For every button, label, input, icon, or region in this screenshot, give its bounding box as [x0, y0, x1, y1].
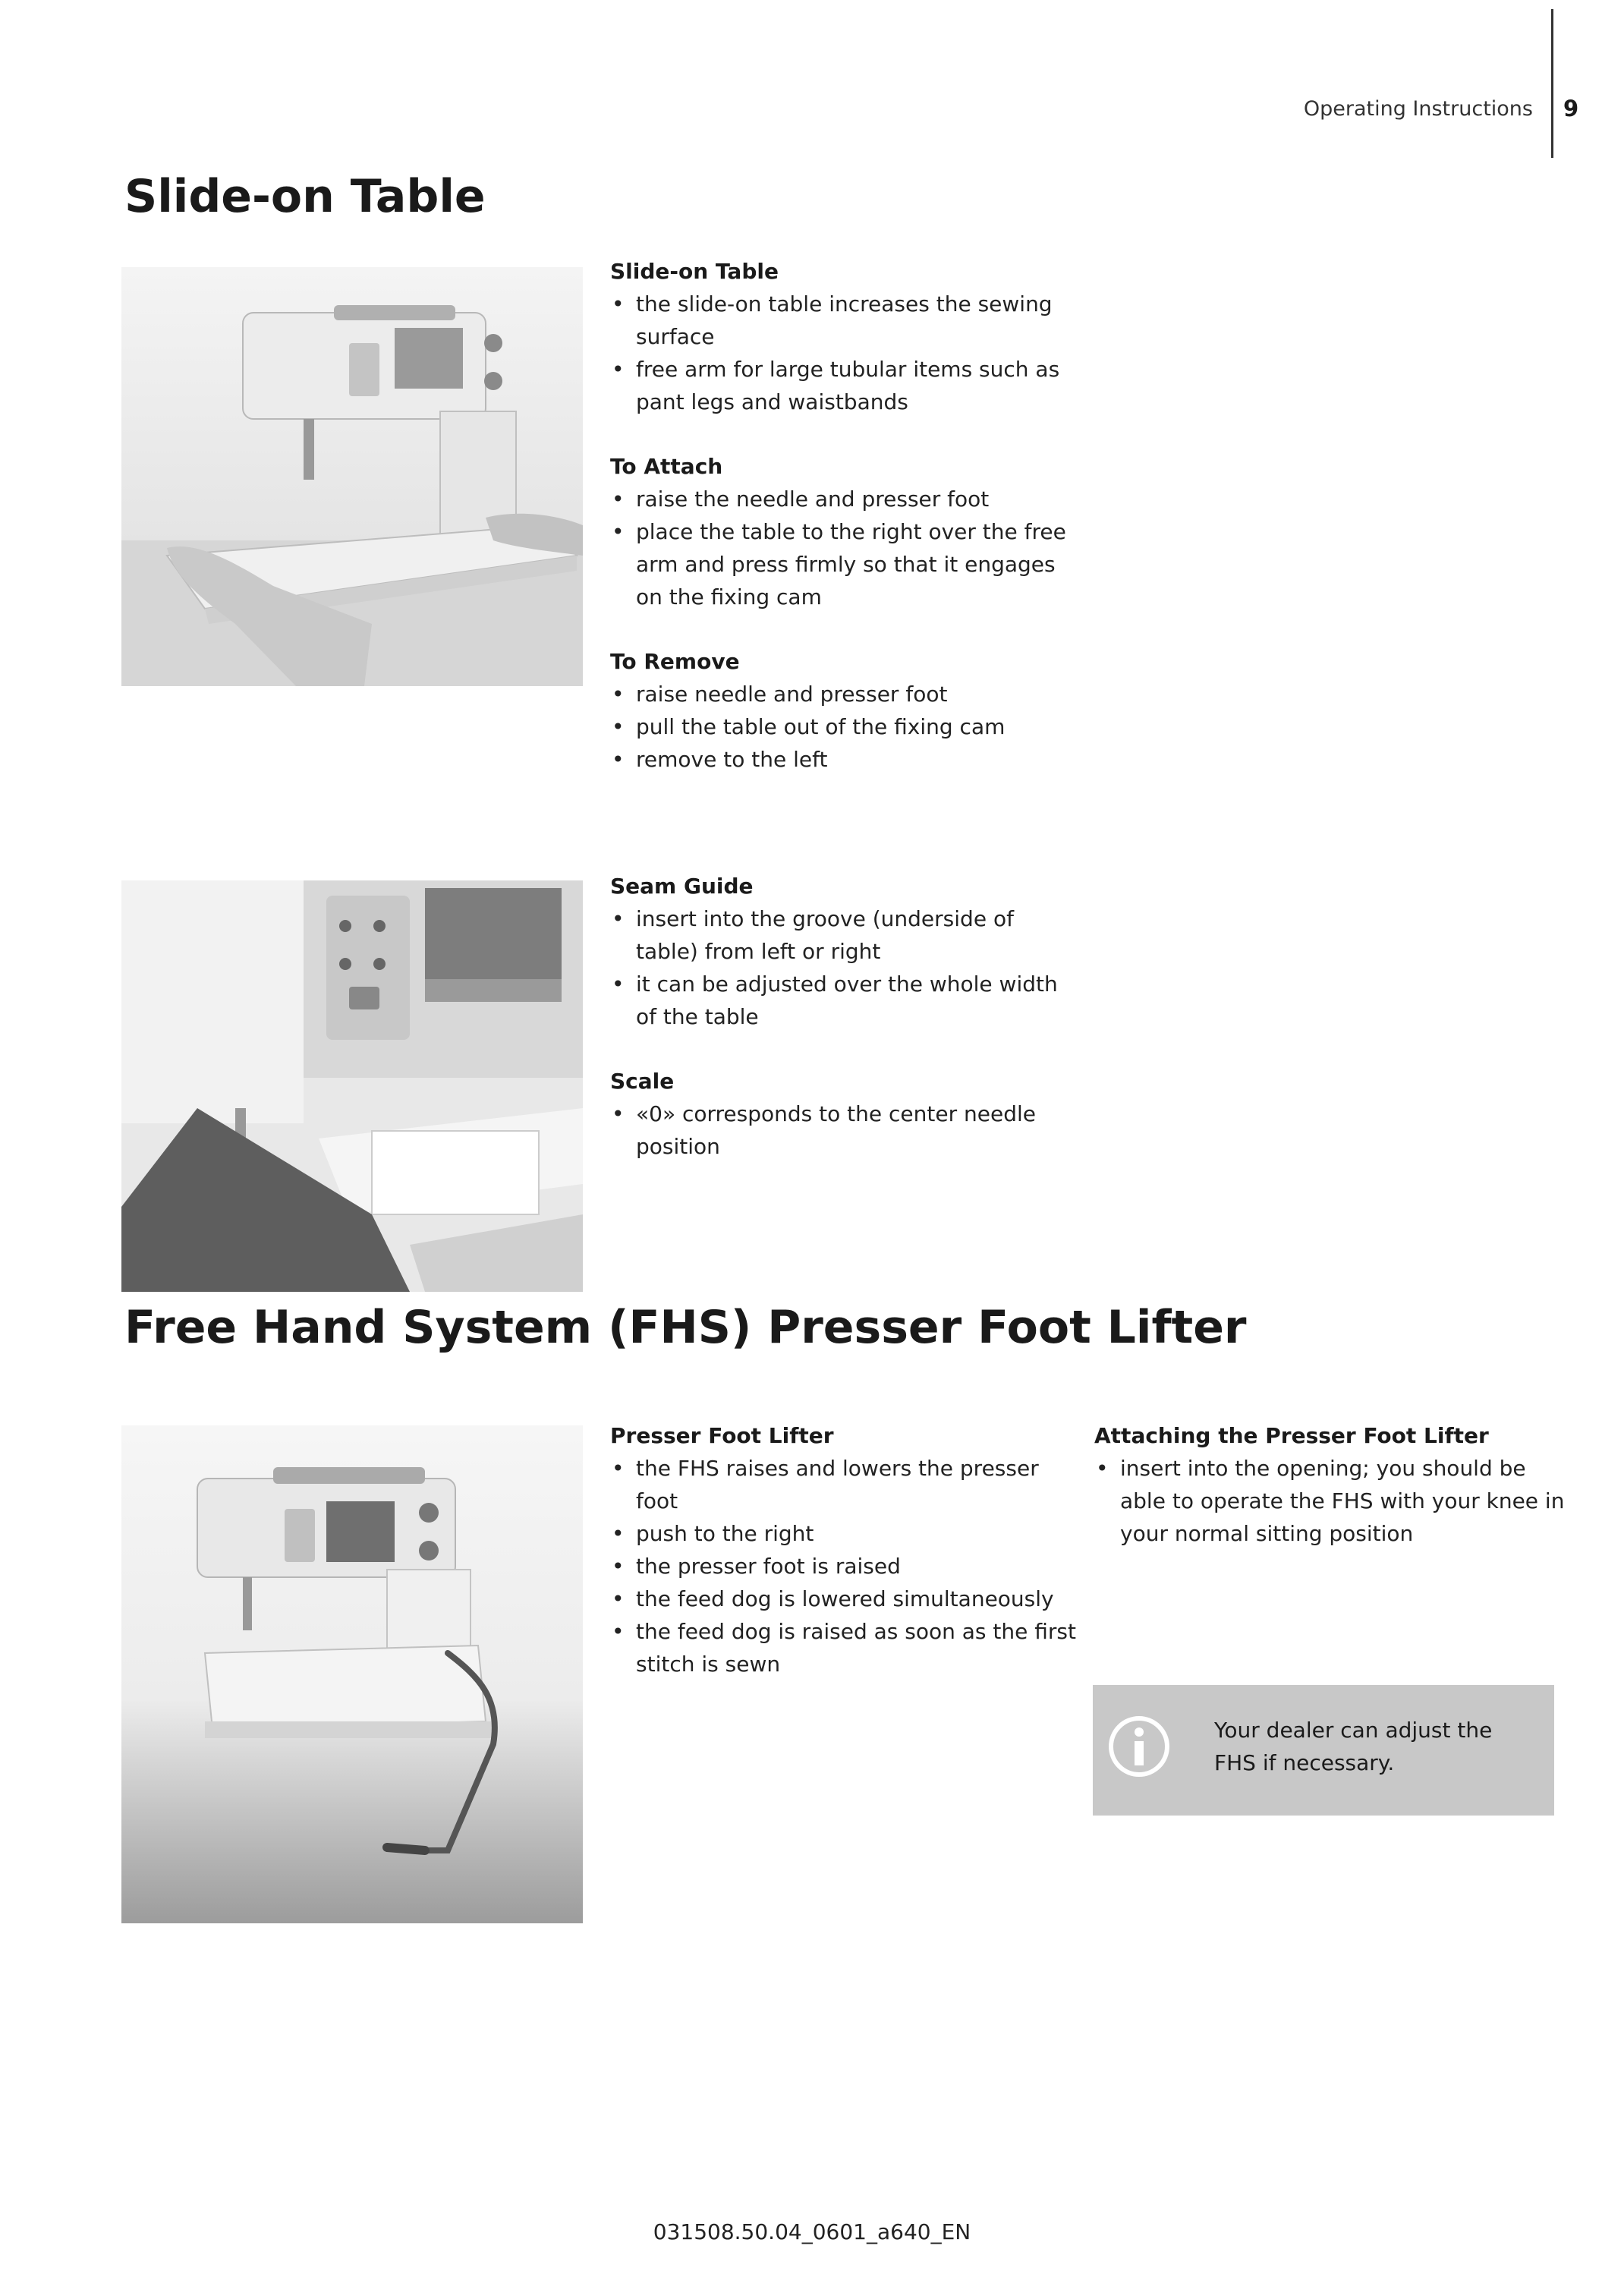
block-attaching-lifter [1094, 1419, 1565, 1550]
section-heading-fhs: Free Hand System (FHS) Presser Foot Lifter [124, 1301, 1247, 1354]
list-item: • free arm for large tubular items such as pant legs and waistbands [610, 353, 1081, 418]
list-item: • the slide-on table increases the sewing surface [610, 288, 1081, 353]
section-heading-slide-on-table: Slide-on Table [124, 170, 486, 223]
header-divider [1551, 9, 1553, 158]
list-item: • the FHS raises and lowers the presser foot [610, 1452, 1081, 1517]
list-item: • remove to the left [610, 743, 1081, 776]
page-number: 9 [1563, 96, 1579, 121]
block-presser-foot-lifter [610, 1419, 1081, 1680]
photo-seam-guide [121, 880, 583, 1292]
block-scale [610, 1065, 1081, 1163]
block-title: To Attach [610, 454, 723, 479]
block-slide-on-table [610, 255, 1081, 418]
list-item: • the feed dog is raised as soon as the first stitch is sewn [610, 1615, 1081, 1680]
header-title: Operating Instructions [1303, 97, 1533, 121]
block-title: To Remove [610, 649, 740, 674]
block-title: Scale [610, 1069, 675, 1094]
list-item: • the presser foot is raised [610, 1550, 1081, 1583]
block-to-attach [610, 450, 1081, 613]
block-title: Attaching the Presser Foot Lifter [1094, 1423, 1489, 1448]
list-item: • insert into the groove (underside of table) from left or right [610, 902, 1081, 968]
list-item: • raise the needle and presser foot [610, 483, 1081, 515]
block-title: Presser Foot Lifter [610, 1423, 834, 1448]
block-to-remove [610, 645, 1081, 776]
block-title: Slide-on Table [610, 259, 779, 284]
block-title: Seam Guide [610, 874, 754, 899]
list-item: • place the table to the right over the free arm and press firmly so that it engages on the fixing cam [610, 515, 1081, 613]
list-item: • insert into the opening; you should be able to operate the FHS with your knee in your normal sitting position [1094, 1452, 1565, 1550]
document-code: 031508.50.04_0601_a640_EN [653, 2219, 971, 2244]
list-item: • pull the table out of the fixing cam [610, 710, 1081, 743]
info-note [1093, 1685, 1554, 1816]
list-item: • the feed dog is lowered simultaneously [610, 1583, 1081, 1615]
photo-fhs-lifter [121, 1425, 583, 1923]
block-seam-guide [610, 870, 1081, 1033]
info-icon [1106, 1714, 1172, 1782]
photo-slide-on-table [121, 267, 583, 686]
list-item: • push to the right [610, 1517, 1081, 1550]
list-item: • it can be adjusted over the whole width of the table [610, 968, 1081, 1033]
list-item: • raise needle and presser foot [610, 678, 1081, 710]
list-item: • «0» corresponds to the center needle position [610, 1098, 1081, 1163]
info-note-text: Your dealer can adjust the FHS if necessary. [1214, 1718, 1493, 1775]
